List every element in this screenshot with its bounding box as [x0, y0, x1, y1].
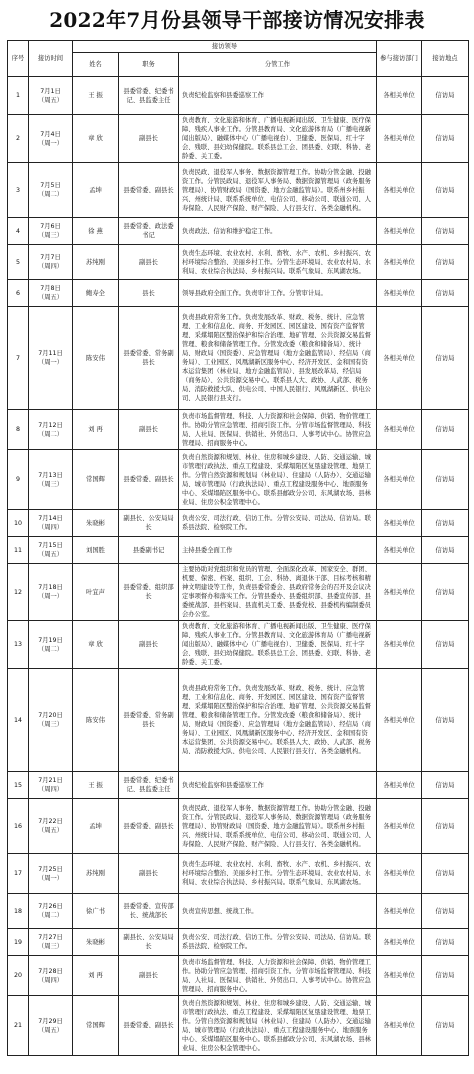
weekday-text: （周二） [37, 912, 64, 919]
cell-time [29, 669, 73, 772]
cell-name: 叶宜声 [73, 564, 119, 621]
cell-no: 6 [8, 280, 29, 307]
cell-dept: 各相关单位 [377, 621, 422, 669]
cell-duties: 负责生态环境、农业农村、水利、畜牧、水产、农机、乡村振兴、农村环境综合整治、美丽乡村工作。分管生态环境局、农业农村局、水利局、农业综合执法局、乡村振兴局。联系气象局、东风湖农场。 [179, 245, 377, 280]
cell-duties: 负责民政、退役军人事务、数据资源管理工作。协助分管金融、投融资工作。分管民政局、退役军人事务局、数据资源管理局（政务服务管理局）、协管财政局（国资委、地方金融监管局）。联系州乡村振兴、州统计局、联系系统单位、电信公司、移动公司、联通公司、人寿保险、人民财产保险、财产保险、人行县支行、各类金融机构。 [179, 163, 377, 218]
cell-name: 章 欣 [73, 621, 119, 669]
table-row [8, 621, 469, 669]
cell-position: 县委副书记 [119, 537, 179, 564]
cell-name: 苏纯刚 [73, 245, 119, 280]
cell-position: 县委常委、纪委书记、县监委主任 [119, 772, 179, 799]
cell-duties: 负责自然资源和规划、林业、住房和城乡建设、人防、交通运输、城市管理行政执法、重点工程建设、采煤塌陷区复垦建设管理、地票工作。分管自然资源和规划局（林业局）、住建局（人防办）、交通运输局、城市管理局（行政执法局）、重点工程建设服务中心、地票服务中心、采煤塌陷区服务中心。联系县邮政分公司、东风湖农场、县林业局、住房公积金管理中心。 [179, 450, 377, 510]
table-row [8, 450, 469, 510]
date-text: 7月18日 [38, 584, 63, 591]
cell-dept: 各相关单位 [377, 450, 422, 510]
cell-duties: 负责市场监督管理、科技、人力资源和社会保障、供销、物价管理工作。协助分管应急管理、招商引资工作。分管市场监督管理局、科技局、人社局、医保局、供销社、外贸出口、人事考试中心。协管应急管理局、招商服务中心。 [179, 410, 377, 450]
cell-position: 副县长 [119, 115, 179, 163]
weekday-text: （周五） [37, 294, 64, 301]
cell-time [29, 956, 73, 996]
weekday-text: （周二） [37, 645, 64, 653]
cell-time [29, 245, 73, 280]
date-text: 7月15日 [38, 542, 63, 549]
weekday-text: （周四） [37, 786, 64, 793]
cell-dept: 各相关单位 [377, 410, 422, 450]
cell-no: 19 [8, 929, 29, 956]
cell-position: 县委常委、副县长 [119, 450, 179, 510]
cell-time [29, 854, 73, 894]
cell-duties: 主持县委全面工作 [179, 537, 377, 564]
cell-dept: 各相关单位 [377, 280, 422, 307]
cell-dept: 各相关单位 [377, 163, 422, 218]
cell-place: 信访局 [422, 450, 469, 510]
cell-time [29, 621, 73, 669]
cell-duties: 负责公安、司法行政、信访工作。分管公安局、司法局、信访局。联系县法院、检察院工作。 [179, 510, 377, 537]
cell-dept: 各相关单位 [377, 307, 422, 410]
date-text: 7月27日 [38, 934, 63, 941]
cell-place: 信访局 [422, 163, 469, 218]
cell-position: 县委常委、组织部长 [119, 564, 179, 621]
table-row [8, 115, 469, 163]
table-row [8, 894, 469, 929]
date-text: 7月28日 [38, 967, 63, 975]
cell-position: 县长 [119, 280, 179, 307]
weekday-text: （周五） [37, 1026, 64, 1034]
table-row [8, 564, 469, 621]
cell-time [29, 564, 73, 621]
cell-time [29, 996, 73, 1056]
weekday-text: （周一） [37, 593, 64, 600]
cell-time [29, 772, 73, 799]
cell-dept: 各相关单位 [377, 218, 422, 245]
cell-duties: 负责纪检监察和县委巡察工作 [179, 772, 377, 799]
date-text: 7月11日 [38, 350, 63, 357]
table-row [8, 218, 469, 245]
cell-position: 副县长 [119, 956, 179, 996]
cell-name: 刘 再 [73, 956, 119, 996]
date-text: 7月14日 [38, 515, 63, 522]
cell-no: 18 [8, 894, 29, 929]
cell-place: 信访局 [422, 115, 469, 163]
cell-no: 3 [8, 163, 29, 218]
cell-duties: 负责教育、文化旅游和体育、广播电视新闻出版、卫生健康、医疗保障、残疾人事业工作。分管县教育局、文化旅游体育局（广播电视新闻出版局）、融媒体中心（广播电视台）、卫健委、医保局、红十字会、残联、县妇幼保健院。联系县总工会、团县委、妇联、科协、老龄委、关工委。 [179, 115, 377, 163]
table-row [8, 307, 469, 410]
cell-name: 王 振 [73, 77, 119, 115]
cell-place: 信访局 [422, 245, 469, 280]
cell-time [29, 799, 73, 854]
cell-time [29, 510, 73, 537]
cell-time [29, 450, 73, 510]
cell-place: 信访局 [422, 854, 469, 894]
cell-name: 徐 燕 [73, 218, 119, 245]
cell-duties: 负责民政、退役军人事务、数据资源管理工作。协助分管金融、投融资工作。分管民政局、退役军人事务局、数据资源管理局（政务服务管理局）、协管财政局（国资委、地方金融监管局）。联系州乡村振兴、州统计局、联系系统单位、电信公司、移动公司、联通公司、人寿保险、人民财产保险、财产保险、人行县支行、各类金融机构。 [179, 799, 377, 854]
cell-time [29, 163, 73, 218]
cell-duties: 负责纪检监察和县委巡察工作 [179, 77, 377, 115]
table-row [8, 280, 469, 307]
cell-dept: 各相关单位 [377, 894, 422, 929]
weekday-text: （周二） [37, 430, 64, 438]
cell-no: 16 [8, 799, 29, 854]
cell-no: 17 [8, 854, 29, 894]
cell-dept: 各相关单位 [377, 77, 422, 115]
cell-dept: 各相关单位 [377, 772, 422, 799]
page-title: 2022年7月份县领导干部接访情况安排表 [49, 8, 425, 32]
date-text: 7月5日 [40, 182, 61, 189]
cell-no: 20 [8, 956, 29, 996]
cell-place: 信访局 [422, 307, 469, 410]
cell-duties: 领导县政府全面工作。负责审计工作。分管审计局。 [179, 280, 377, 307]
date-text: 7月1日 [40, 87, 61, 95]
weekday-text: （周四） [37, 976, 64, 984]
cell-time [29, 894, 73, 929]
cell-duties: 负责自然资源和规划、林业、住房和城乡建设、人防、交通运输、城市管理行政执法、重点工程建设、采煤塌陷区复垦建设管理、地票工作。分管自然资源和规划局（林业局）、住建局（人防办）、交通运输局、城市管理局（行政执法局）、重点工程建设服务中心、地票服务中心、采煤塌陷区服务中心。联系县邮政分公司、东风湖农场、县林业局、住房公积金管理中心。 [179, 996, 377, 1056]
cell-duties: 负责市场监督管理、科技、人力资源和社会保障、供销、物价管理工作。协助分管应急管理、招商引资工作。分管市场监督管理局、科技局、人社局、医保局、供销社、外贸出口、人事考试中心。协管应急管理局、招商服务中心。 [179, 956, 377, 996]
header-duties: 分管工作 [179, 53, 377, 77]
table-row [8, 956, 469, 996]
cell-time [29, 929, 73, 956]
cell-name: 刘 再 [73, 410, 119, 450]
cell-name: 孟坤 [73, 163, 119, 218]
cell-no: 10 [8, 510, 29, 537]
table-row [8, 245, 469, 280]
cell-time [29, 537, 73, 564]
date-text: 7月8日 [40, 285, 61, 292]
cell-no: 4 [8, 218, 29, 245]
cell-place: 信访局 [422, 510, 469, 537]
cell-name: 鲍寿全 [73, 280, 119, 307]
cell-name: 孟坤 [73, 799, 119, 854]
date-text: 7月13日 [38, 471, 63, 479]
table-row [8, 996, 469, 1056]
table-row [8, 929, 469, 956]
header-dept: 参与接访部门 [377, 41, 422, 77]
date-text: 7月22日 [38, 818, 63, 825]
table-row [8, 510, 469, 537]
cell-place: 信访局 [422, 956, 469, 996]
cell-position: 副县长 [119, 621, 179, 669]
cell-place: 信访局 [422, 996, 469, 1056]
table-row [8, 537, 469, 564]
weekday-text: （周三） [37, 943, 64, 950]
schedule-table [7, 40, 469, 1056]
cell-dept: 各相关单位 [377, 929, 422, 956]
date-text: 7月29日 [38, 1017, 63, 1025]
date-text: 7月6日 [40, 223, 61, 230]
cell-place: 信访局 [422, 537, 469, 564]
cell-name: 朱晓彬 [73, 929, 119, 956]
weekday-text: （周三） [37, 232, 64, 239]
table-row [8, 772, 469, 799]
cell-name: 苏纯刚 [73, 854, 119, 894]
cell-no: 8 [8, 410, 29, 450]
cell-duties: 负责生态环境、农业农村、水利、畜牧、水产、农机、乡村振兴、农村环境综合整治、美丽乡村工作。分管生态环境局、农业农村局、水利局、农业综合执法局、乡村振兴局。联系气象局、东风湖农场。 [179, 854, 377, 894]
weekday-text: （周三） [37, 480, 64, 488]
cell-dept: 各相关单位 [377, 115, 422, 163]
cell-position: 县委常委、副县长 [119, 163, 179, 218]
cell-no: 9 [8, 450, 29, 510]
cell-place: 信访局 [422, 669, 469, 772]
cell-name: 刘国胜 [73, 537, 119, 564]
header-no: 序号 [8, 41, 29, 77]
cell-position: 县委常委、副县长 [119, 799, 179, 854]
cell-dept: 各相关单位 [377, 245, 422, 280]
cell-time [29, 307, 73, 410]
cell-name: 朱晓彬 [73, 510, 119, 537]
weekday-text: （周四） [37, 524, 64, 531]
header-name: 姓名 [73, 53, 119, 77]
cell-no: 12 [8, 564, 29, 621]
cell-position: 县委常委、宣传部长、统战部长 [119, 894, 179, 929]
cell-name: 王 振 [73, 772, 119, 799]
cell-duties: 负责教育、文化旅游和体育、广播电视新闻出版、卫生健康、医疗保障、残疾人事业工作。分管县教育局、文化旅游体育局（广播电视新闻出版局）、融媒体中心（广播电视台）、卫健委、医保局、红十字会、残联、县妇幼保健院。联系县总工会、团县委、妇联、科协、老龄委、关工委。 [179, 621, 377, 669]
weekday-text: （周五） [37, 96, 64, 104]
cell-no: 11 [8, 537, 29, 564]
cell-name: 常国辉 [73, 996, 119, 1056]
cell-time [29, 218, 73, 245]
cell-name: 常国辉 [73, 450, 119, 510]
table-row [8, 854, 469, 894]
cell-place: 信访局 [422, 564, 469, 621]
table-body [8, 77, 469, 1056]
date-text: 7月12日 [38, 421, 63, 429]
cell-position: 副县长 [119, 854, 179, 894]
cell-dept: 各相关单位 [377, 854, 422, 894]
date-text: 7月20日 [38, 712, 63, 719]
cell-place: 信访局 [422, 280, 469, 307]
weekday-text: （周四） [37, 263, 64, 270]
cell-duties: 负责政法、信访和维护稳定工作。 [179, 218, 377, 245]
cell-name: 徐广书 [73, 894, 119, 929]
cell-time [29, 77, 73, 115]
cell-no: 15 [8, 772, 29, 799]
cell-time [29, 410, 73, 450]
cell-place: 信访局 [422, 894, 469, 929]
cell-position: 县委常委、常务副县长 [119, 669, 179, 772]
cell-no: 21 [8, 996, 29, 1056]
cell-time [29, 115, 73, 163]
cell-dept: 各相关单位 [377, 537, 422, 564]
date-text: 7月21日 [38, 777, 63, 784]
header-position: 职务 [119, 53, 179, 77]
cell-place: 信访局 [422, 621, 469, 669]
cell-duties: 负责宣传思想、统战工作。 [179, 894, 377, 929]
table-row [8, 77, 469, 115]
cell-no: 13 [8, 621, 29, 669]
weekday-text: （周一） [37, 139, 64, 147]
cell-duties: 负责县政府常务工作。负责发展改革、财政、税务、统计、应急管理、工业和信息化、商务、开发园区、园区建设、国有资产监督管理、采煤塌陷区整治保护和综合治理、地矿管理、公共资源交易监督管理、粮食和储备管理工作。分管发改委（粮食和储备局）、统计局、财政局（国资委）、应急管理局（地方金融监管局）、经信局（商务局）、工业园区、风凰湖新区服务中心、经济开发区、金和国有资本运营集团、公共资源交易中心。联系县人大、政协、人武部、税务局、消防救援大队、供电公司、人民银行县支行、各类金融机构。 [179, 669, 377, 772]
cell-duties: 主要协助对党组织和党员的管理、全面深化改革、国家安全、群团、机要、保密、档案、组织、工会、科协、离退休干部、目标考核和精神文明建设等工作，负责县委常委会、县政府常务会的召开及会议决定事项督办和落实工作。分管县委办、县委组织部、县委宣传部、县委统战部、县档案局、县直机关工委、县委党校、县委机构编制委员会办公室。 [179, 564, 377, 621]
table-row [8, 669, 469, 772]
cell-position: 副县长 [119, 245, 179, 280]
cell-position: 副县长 [119, 410, 179, 450]
date-text: 7月25日 [38, 865, 63, 873]
date-text: 7月26日 [38, 903, 63, 910]
date-text: 7月4日 [40, 130, 61, 138]
cell-name: 章 欣 [73, 115, 119, 163]
cell-position: 县委常委、纪委书记、县监委主任 [119, 77, 179, 115]
header-time: 接访时间 [29, 41, 73, 77]
cell-no: 5 [8, 245, 29, 280]
cell-dept: 各相关单位 [377, 510, 422, 537]
weekday-text: （周五） [37, 827, 64, 834]
weekday-text: （周一） [37, 874, 64, 882]
cell-name: 陈安伟 [73, 307, 119, 410]
weekday-text: （周三） [37, 721, 64, 728]
cell-position: 副县长、公安局局长 [119, 929, 179, 956]
table-row [8, 163, 469, 218]
weekday-text: （周一） [37, 359, 64, 366]
cell-place: 信访局 [422, 77, 469, 115]
cell-no: 7 [8, 307, 29, 410]
header-place: 接访地点 [422, 41, 469, 77]
weekday-text: （周五） [37, 551, 64, 558]
cell-no: 14 [8, 669, 29, 772]
cell-position: 县委常委、副县长 [119, 996, 179, 1056]
cell-no: 1 [8, 77, 29, 115]
cell-dept: 各相关单位 [377, 996, 422, 1056]
cell-place: 信访局 [422, 218, 469, 245]
cell-duties: 负责公安、司法行政、信访工作。分管公安局、司法局、信访局。联系县法院、检察院工作。 [179, 929, 377, 956]
cell-position: 县委常委、常务副县长 [119, 307, 179, 410]
cell-dept: 各相关单位 [377, 799, 422, 854]
cell-duties: 负责县政府常务工作。负责发展改革、财政、税务、统计、应急管理、工业和信息化、商务、开发园区、园区建设、国有资产监督管理、采煤塌陷区整治保护和综合治理、地矿管理、公共资源交易监督管理、粮食和储备管理工作。分管发改委（粮食和储备局）、统计局、财政局（国资委）、应急管理局（地方金融监管局）、经信局（商务局）、工业园区、风凰湖新区服务中心、经济开发区、金和国有资本运营集团（林业局、地方金融监管局）、县发展改革局、经信局（商务局）、公共资源交易中心。联系县人大、政协、人武部、税务局、消防救援大队、供电公司、中国人民银行、风凰湖新区、供电公司、人民银行县支行。 [179, 307, 377, 410]
table-row [8, 799, 469, 854]
table-row [8, 410, 469, 450]
cell-no: 2 [8, 115, 29, 163]
cell-position: 副县长、公安局局长 [119, 510, 179, 537]
cell-time [29, 280, 73, 307]
date-text: 7月19日 [38, 636, 63, 644]
header-leader-group: 接访领导 [73, 41, 377, 53]
cell-position: 县委常委、政法委书记 [119, 218, 179, 245]
cell-place: 信访局 [422, 772, 469, 799]
cell-dept: 各相关单位 [377, 956, 422, 996]
date-text: 7月7日 [40, 254, 61, 261]
weekday-text: （周二） [37, 191, 64, 198]
cell-place: 信访局 [422, 799, 469, 854]
cell-dept: 各相关单位 [377, 669, 422, 772]
cell-place: 信访局 [422, 929, 469, 956]
cell-dept: 各相关单位 [377, 564, 422, 621]
cell-place: 信访局 [422, 410, 469, 450]
cell-name: 陈安伟 [73, 669, 119, 772]
